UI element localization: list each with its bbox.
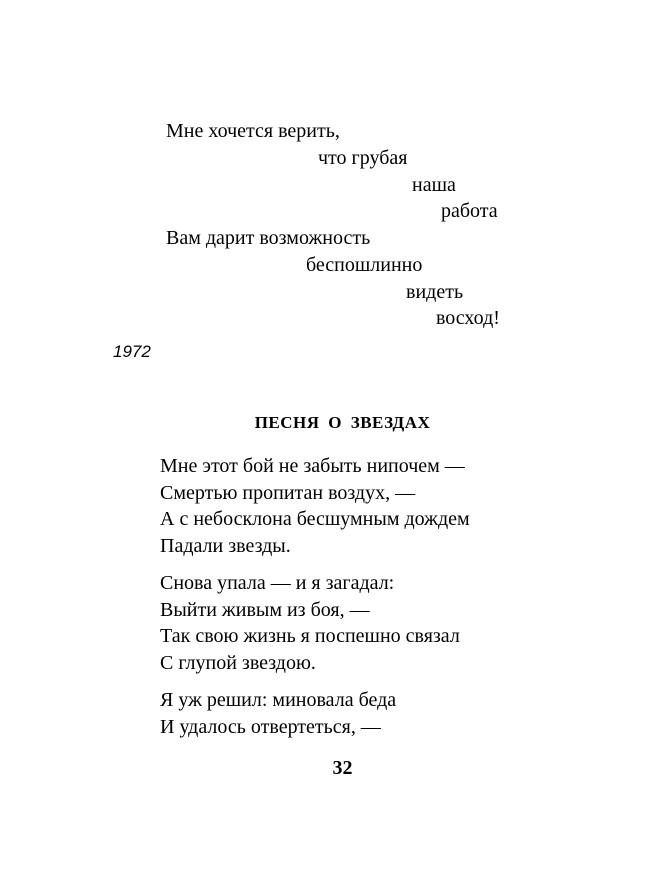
stanza-line: Смертью пропитан воздух, —	[160, 481, 416, 504]
stanza-line: И удалось отвертеться, —	[160, 715, 381, 738]
poem-line: наша	[412, 174, 456, 196]
stanza-2	[160, 570, 460, 676]
poem-line: работа	[441, 200, 498, 222]
stanza-line: Так свою жизнь я поспешно связал	[160, 625, 460, 647]
stanza-line: С глупой звездою.	[160, 651, 316, 674]
page-number: 32	[332, 757, 353, 779]
poem-line: восход!	[436, 307, 500, 329]
poem-title: ПЕСНЯ О ЗВЕЗДАХ	[254, 413, 431, 432]
stanza-3	[160, 687, 396, 740]
stanza-line: Падали звезды.	[160, 534, 291, 557]
poem-line: Мне хочется верить,	[166, 120, 340, 142]
poem-line: беспошлинно	[306, 254, 423, 276]
stanza-1	[160, 453, 470, 559]
poem-year: 1972	[113, 342, 151, 361]
poem-line: видеть	[406, 281, 464, 303]
stanza-line: Выйти живым из боя, —	[160, 598, 370, 621]
stanza-line: Мне этот бой не забыть нипочем —	[160, 455, 465, 477]
stanza-line: А с небосклона бесшумным дождем	[160, 508, 470, 530]
stanza-line: Я уж решил: миновала беда	[160, 689, 397, 711]
poem-line: что грубая	[318, 147, 408, 169]
stanza-line: Снова упала — и я загадал:	[160, 572, 395, 594]
poem-line: Вам дарит возможность	[166, 227, 371, 249]
